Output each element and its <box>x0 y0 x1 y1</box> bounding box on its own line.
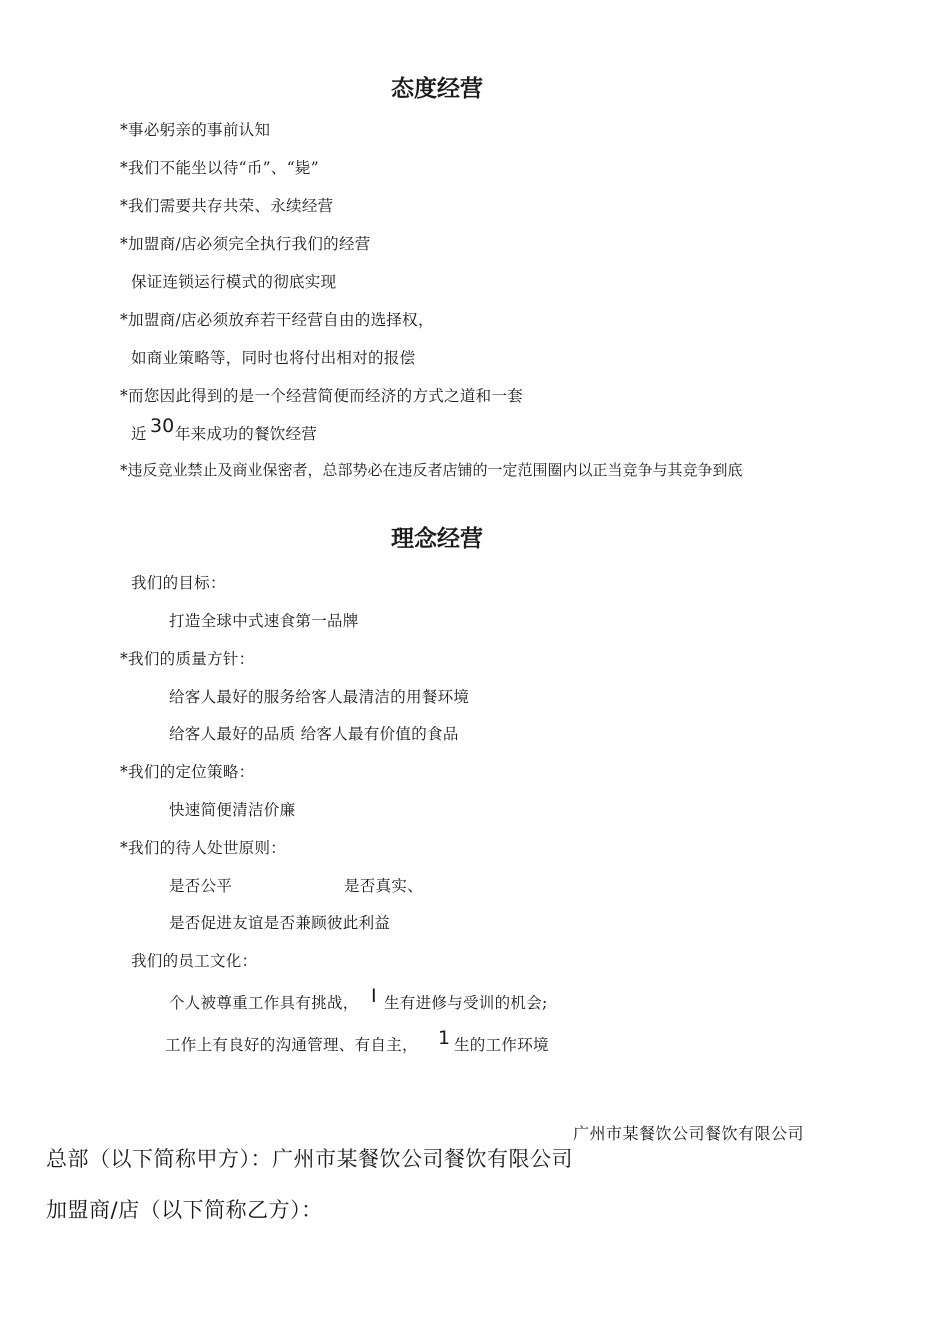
text-line: *事必躬亲的事前认知 <box>120 121 271 139</box>
section-title-attitude: 态度经营 <box>391 76 483 102</box>
text-line: 个人被尊重工作具有挑战， <box>169 994 359 1012</box>
text-line: *我们的质量方针： <box>120 650 255 668</box>
text-line: *我们的定位策略： <box>120 763 255 781</box>
text-line: 如商业策略等，同时也将付出相对的报偿 <box>131 349 416 367</box>
text-line: 近 <box>131 425 147 443</box>
stray-glyph: 1 <box>438 1027 451 1049</box>
party-a-line: 总部（以下简称甲方）：广州市某餐饮公司餐饮有限公司 <box>46 1147 573 1171</box>
text-line: 给客人最好的品质 给客人最有价值的食品 <box>169 725 459 743</box>
text-line: 是否公平 <box>169 877 233 895</box>
text-line: 快速简便清洁价廉 <box>169 801 296 819</box>
text-line: *而您因此得到的是一个经营简便而经济的方式之道和一套 <box>120 387 524 405</box>
section-title-philosophy: 理念经营 <box>391 526 483 552</box>
text-line: 保证连锁运行模式的彻底实现 <box>131 273 337 291</box>
text-line: 年来成功的餐饮经营 <box>175 425 318 443</box>
text-line: *加盟商/店必须完全执行我们的经营 <box>120 235 371 253</box>
text-line: *我们的待人处世原则： <box>120 839 287 857</box>
party-b-line: 加盟商/店（以下简称乙方）： <box>46 1198 323 1222</box>
text-line: 生有进修与受训的机会; <box>384 994 548 1012</box>
text-line: *违反竞业禁止及商业保密者，总部势必在违反者店铺的一定范围圈内以正当竞争与其竞争到底 <box>120 461 743 479</box>
stray-glyph: I <box>371 985 377 1007</box>
text-line: 是否促进友谊是否兼顾彼此利益 <box>169 914 391 932</box>
text-line: 我们的目标： <box>131 574 226 592</box>
text-line: 我们的员工文化： <box>131 952 258 970</box>
text-line: *我们不能坐以待“币”、“毙” <box>120 159 319 177</box>
text-line: 打造全球中式速食第一品牌 <box>169 612 359 630</box>
text-line: 工作上有良好的沟通管理、有自主， <box>165 1036 418 1054</box>
company-signature: 广州市某餐饮公司餐饮有限公司 <box>573 1124 805 1143</box>
text-line: 给客人最好的服务给客人最清洁的用餐环境 <box>169 688 470 706</box>
text-line: 是否真实、 <box>344 877 424 895</box>
text-line: *我们需要共存共荣、永续经营 <box>120 197 334 215</box>
number-thirty: 30 <box>150 415 175 437</box>
text-line: 生的工作环境 <box>454 1036 549 1054</box>
text-line: *加盟商/店必须放弃若干经营自由的选择权， <box>120 311 434 329</box>
